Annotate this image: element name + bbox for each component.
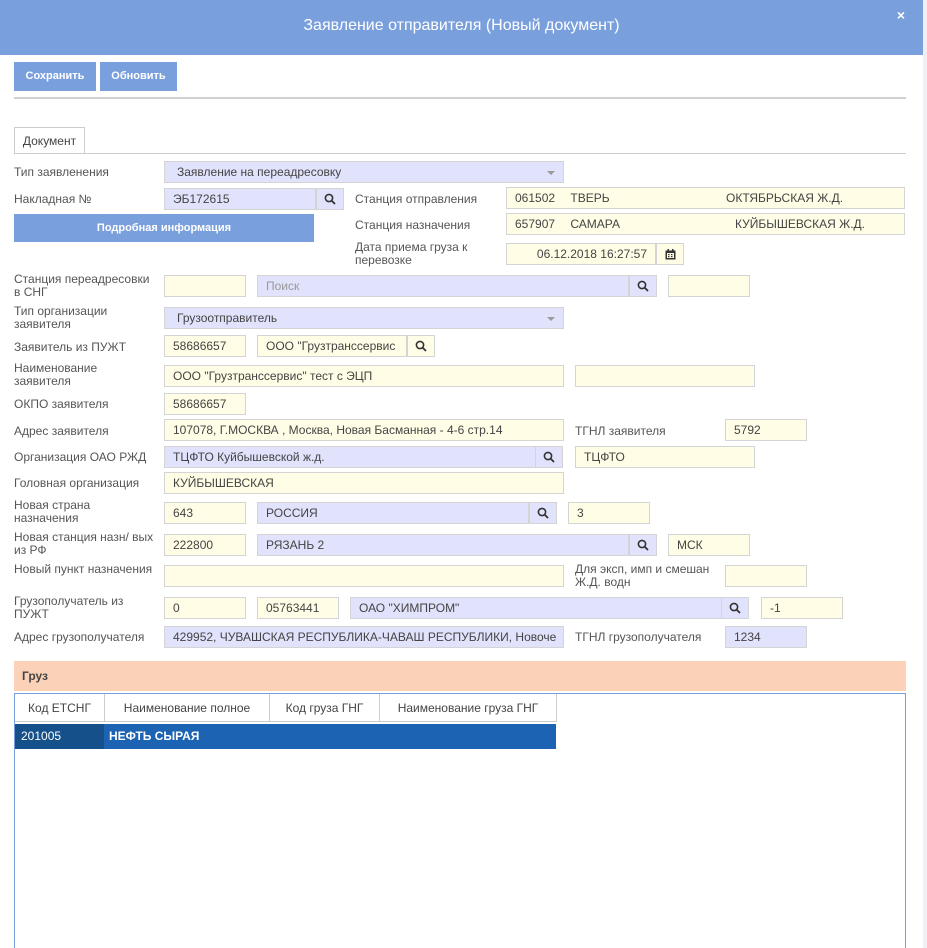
consignee-address-label: Адрес грузополучателя — [14, 630, 145, 644]
rzd-org-label: Организация ОАО РЖД — [14, 450, 147, 464]
search-icon — [637, 280, 649, 292]
export-input[interactable] — [725, 565, 807, 587]
consignee-tgnl-label: ТГНЛ грузополучателя — [575, 630, 702, 644]
applicant-org-type-value: Грузоотправитель — [177, 311, 278, 325]
application-type-select[interactable] — [164, 161, 564, 183]
chevron-down-icon — [547, 317, 555, 321]
applicant-puzht-code-input[interactable]: 58686657 — [164, 335, 246, 357]
consignee-name-input[interactable]: ОАО "ХИМПРОМ" — [350, 597, 722, 619]
destination-station-code: 657907 — [515, 217, 556, 231]
applicant-name-input[interactable]: ООО "Грузтранссервис" тест с ЭЦП — [164, 365, 564, 387]
cargo-grid[interactable] — [14, 693, 906, 948]
search-icon — [537, 507, 549, 519]
calendar-icon — [665, 249, 676, 260]
new-station-label: Новая станция назн/ вых из РФ — [14, 530, 154, 557]
new-country-code-input[interactable]: 643 — [164, 502, 246, 524]
applicant-okpo-label: ОКПО заявителя — [14, 397, 109, 411]
new-station-name-input[interactable]: РЯЗАНЬ 2 — [257, 534, 629, 556]
chevron-down-icon — [547, 171, 555, 175]
refresh-button[interactable]: Обновить — [100, 62, 177, 91]
redirect-station-search-input[interactable]: Поиск — [257, 275, 629, 297]
applicant-tgnl-input[interactable]: 5792 — [725, 419, 807, 441]
new-country-extra-input[interactable]: 3 — [568, 502, 650, 524]
destination-station-railway: КУЙБЫШЕВСКАЯ Ж.Д. — [735, 217, 866, 231]
applicant-tgnl-label: ТГНЛ заявителя — [575, 424, 666, 438]
waybill-input[interactable]: ЭБ172615 — [164, 188, 316, 210]
applicant-search-button[interactable] — [407, 335, 435, 357]
search-icon — [637, 539, 649, 551]
departure-station-field[interactable] — [506, 187, 905, 209]
applicant-okpo-input[interactable]: 58686657 — [164, 393, 246, 415]
new-point-label: Новый пункт назначения — [14, 562, 153, 576]
consignee-extra-input[interactable]: -1 — [761, 597, 843, 619]
search-icon — [324, 193, 336, 205]
column-header-gng-name[interactable]: Наименование груза ГНГ — [380, 694, 557, 722]
new-station-search-button[interactable] — [629, 534, 657, 556]
redirect-station-code-input[interactable] — [164, 275, 246, 297]
search-icon — [729, 602, 741, 614]
applicant-name-extra-input[interactable] — [575, 365, 755, 387]
column-header-gng-code[interactable]: Код груза ГНГ — [270, 694, 380, 722]
window-titlebar — [0, 0, 923, 55]
applicant-address-input[interactable]: 107078, Г.МОСКВА , Москва, Новая Басманная - 4-6 стр.14 — [164, 419, 564, 441]
close-icon[interactable]: × — [896, 7, 905, 23]
window-title: Заявление отправителя (Новый документ) — [303, 17, 620, 34]
application-type-label: Тип заявленения — [14, 165, 109, 179]
table-row-code-cell[interactable]: 201005 — [15, 724, 104, 749]
redirect-station-search-button[interactable] — [629, 275, 657, 297]
consignee-puzht-code-input[interactable]: 0 — [164, 597, 246, 619]
departure-station-code: 061502 — [515, 191, 556, 205]
applicant-name-label: Наименование заявителя — [14, 361, 98, 388]
search-icon — [415, 340, 427, 352]
tab-document[interactable]: Документ — [14, 127, 85, 154]
applicant-puzht-name-input[interactable]: ООО "Грузтранссервис — [257, 335, 407, 357]
rzd-org-search-button[interactable] — [535, 446, 563, 468]
departure-station-name: ТВЕРЬ — [570, 191, 610, 205]
redirect-station-label: Станция переадресовки в СНГ — [14, 272, 150, 299]
head-org-input[interactable]: КУЙБЫШЕВСКАЯ — [164, 472, 564, 494]
calendar-button[interactable] — [656, 243, 684, 265]
consignee-tgnl-input[interactable]: 1234 — [725, 626, 807, 648]
new-station-code-input[interactable]: 222800 — [164, 534, 246, 556]
destination-station-name: САМАРА — [570, 217, 621, 231]
departure-station-label: Станция отправления — [355, 192, 478, 206]
acceptance-date-input[interactable]: 06.12.2018 16:27:57 — [506, 243, 656, 265]
new-country-name-input[interactable]: РОССИЯ — [257, 502, 529, 524]
rzd-org-short-input[interactable]: ТЦФТО — [575, 446, 755, 468]
window-edge — [923, 0, 927, 948]
application-type-value: Заявление на переадресовку — [177, 165, 342, 179]
redirect-station-extra-input[interactable] — [668, 275, 750, 297]
rzd-org-input[interactable]: ТЦФТО Куйбышевской ж.д. — [164, 446, 536, 468]
applicant-org-type-select[interactable] — [164, 307, 564, 329]
applicant-puzht-label: Заявитель из ПУЖТ — [14, 340, 127, 354]
search-icon — [543, 451, 555, 463]
waybill-label: Накладная № — [14, 192, 92, 206]
consignee-address-input[interactable]: 429952, ЧУВАШСКАЯ РЕСПУБЛИКА-ЧАВАШ РЕСПУБЛИКИ, Новоче — [164, 626, 564, 648]
new-point-input[interactable] — [164, 565, 564, 587]
new-country-label: Новая страна назначения — [14, 498, 91, 525]
save-button[interactable]: Сохранить — [14, 62, 96, 91]
table-row-name-cell[interactable]: НЕФТЬ СЫРАЯ — [104, 724, 556, 749]
toolbar-divider — [14, 97, 906, 99]
tab-underline — [14, 153, 906, 154]
applicant-address-label: Адрес заявителя — [14, 424, 109, 438]
column-header-etsng[interactable]: Код ЕТСНГ — [15, 694, 105, 722]
column-header-full-name[interactable]: Наименование полное — [105, 694, 270, 722]
head-org-label: Головная организация — [14, 476, 140, 490]
destination-station-label: Станция назначения — [355, 218, 471, 232]
export-label: Для эксп, имп и смешан Ж.Д. водн — [575, 562, 710, 589]
waybill-search-button[interactable] — [316, 188, 344, 210]
new-country-search-button[interactable] — [529, 502, 557, 524]
new-station-railway-input[interactable]: МСК — [668, 534, 750, 556]
cargo-section-title: Груз — [22, 669, 48, 683]
acceptance-date-label: Дата приема груза к перевозке — [355, 240, 468, 267]
cargo-section-header[interactable] — [14, 661, 906, 691]
destination-station-field[interactable] — [506, 213, 905, 235]
consignee-puzht-label: Грузополучатель из ПУЖТ — [14, 594, 124, 621]
details-button[interactable]: Подробная информация — [14, 214, 314, 242]
applicant-org-type-label: Тип организации заявителя — [14, 304, 108, 331]
consignee-okpo-input[interactable]: 05763441 — [257, 597, 339, 619]
departure-station-railway: ОКТЯБРЬСКАЯ Ж.Д. — [726, 191, 844, 205]
consignee-search-button[interactable] — [721, 597, 749, 619]
